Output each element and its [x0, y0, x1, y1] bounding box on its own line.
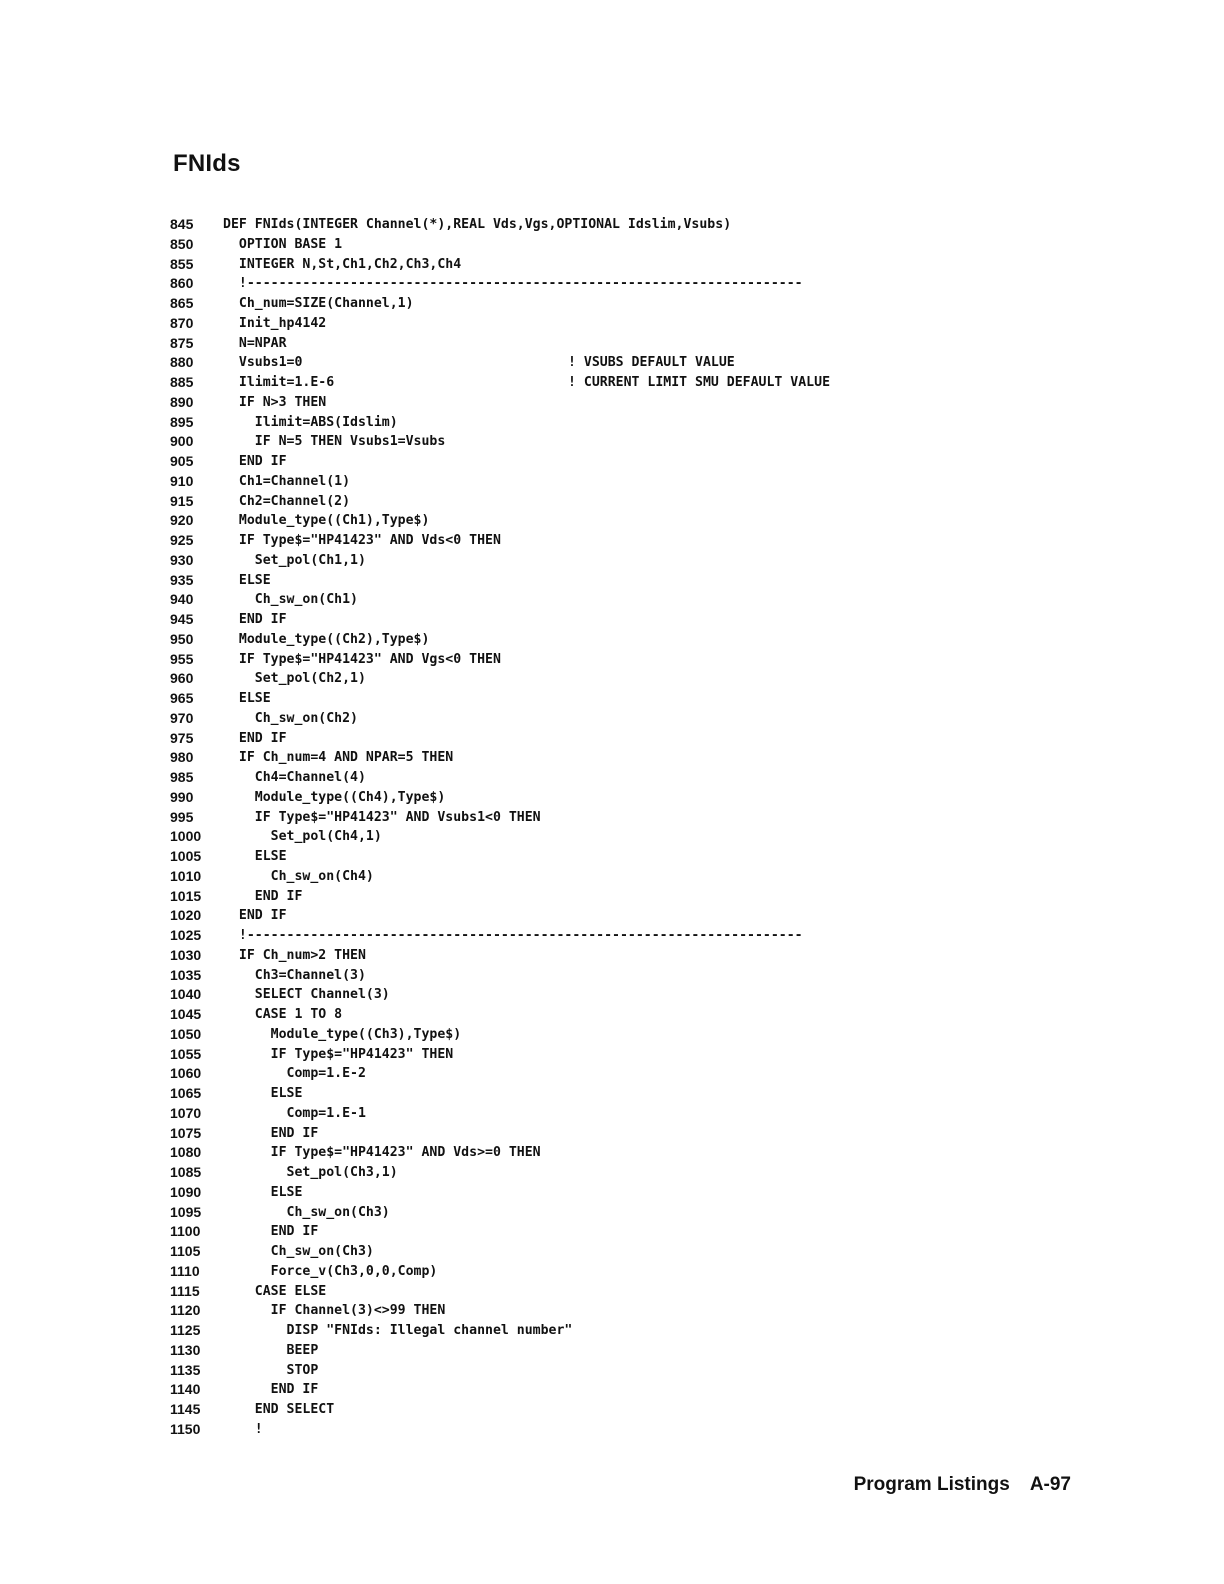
code-line — [170, 985, 870, 1005]
line-number: 970 — [170, 709, 194, 726]
line-number: 1040 — [170, 986, 202, 1003]
line-number: 1010 — [170, 867, 202, 884]
line-number: 1050 — [170, 1025, 202, 1042]
code-line — [170, 1262, 870, 1282]
page-footer — [854, 1474, 1071, 1496]
code-line — [170, 274, 870, 294]
code-line — [170, 373, 870, 393]
code-line — [170, 1005, 870, 1025]
code-line — [170, 314, 870, 334]
line-number: 950 — [170, 630, 194, 647]
code-text: Module_type((Ch4),Type$) — [223, 789, 446, 805]
code-line — [170, 452, 870, 472]
code-line — [170, 334, 870, 354]
code-text: END IF — [223, 454, 287, 469]
code-text: Ch_num=SIZE(Channel,1) — [223, 296, 414, 311]
code-line — [170, 472, 870, 492]
code-text: Comp=1.E-1 — [223, 1105, 366, 1121]
code-line — [170, 906, 870, 926]
line-number: 980 — [170, 749, 194, 766]
line-number: 1110 — [170, 1262, 200, 1279]
line-number: 975 — [170, 729, 194, 746]
code-line — [170, 1045, 870, 1065]
line-number: 1005 — [170, 848, 202, 864]
code-line — [170, 788, 870, 808]
code-text: !---------------------------------------------------------------------- — [223, 276, 803, 292]
line-number: 910 — [170, 472, 194, 489]
code-line — [170, 413, 870, 433]
code-text: Set_pol(Ch1,1) — [223, 552, 366, 568]
code-text: Set_pol(Ch2,1) — [223, 671, 366, 687]
code-text: Ch_sw_on(Ch3) — [223, 1244, 374, 1259]
code-text: IF Channel(3)<>99 THEN — [223, 1303, 446, 1319]
code-line — [170, 1361, 870, 1381]
code-text: END IF — [223, 908, 287, 924]
code-text: END IF — [223, 888, 303, 904]
line-number: 915 — [170, 492, 194, 509]
code-text: IF Type$="HP41423" AND Vgs<0 THEN — [223, 651, 501, 667]
code-line — [170, 1143, 870, 1163]
line-number: 855 — [170, 255, 194, 272]
code-line — [170, 353, 870, 373]
line-number: 940 — [170, 591, 194, 608]
line-number: 1020 — [170, 907, 202, 924]
code-line — [170, 492, 870, 512]
code-text: ELSE — [223, 1086, 303, 1101]
code-line — [170, 827, 870, 847]
code-line — [170, 1025, 870, 1045]
code-text: END IF — [223, 730, 287, 746]
code-line — [170, 669, 870, 689]
code-text: Ch3=Channel(3) — [223, 967, 366, 983]
code-line — [170, 729, 870, 749]
code-text: IF Type$="HP41423" AND Vds<0 THEN — [223, 533, 501, 548]
code-comment: ! CURRENT LIMIT SMU DEFAULT VALUE — [568, 375, 831, 390]
line-number: 1105 — [170, 1243, 201, 1259]
code-line — [170, 551, 870, 571]
code-text: Ch1=Channel(1) — [223, 473, 351, 489]
line-number: 875 — [170, 334, 194, 351]
code-line — [170, 709, 870, 729]
code-text: !---------------------------------------------------------------------- — [223, 928, 803, 943]
line-number: 865 — [170, 295, 194, 311]
code-text: Set_pol(Ch4,1) — [223, 829, 382, 845]
code-line — [170, 1242, 870, 1262]
code-line — [170, 650, 870, 670]
line-number: 1135 — [170, 1361, 201, 1378]
line-number: 1075 — [170, 1124, 202, 1141]
line-number: 965 — [170, 690, 194, 706]
code-text: SELECT Channel(3) — [223, 987, 390, 1003]
line-number: 1120 — [170, 1302, 201, 1319]
code-text: DEF FNIds(INTEGER Channel(*),REAL Vds,Vgs,OPTIONAL Idslim,Vsubs) — [223, 217, 732, 232]
code-text: OPTION BASE 1 — [223, 236, 343, 252]
code-line — [170, 1400, 870, 1420]
code-line — [170, 432, 870, 452]
code-line — [170, 847, 870, 867]
code-text: DISP "FNIds: Illegal channel number" — [223, 1323, 573, 1338]
code-line — [170, 867, 870, 887]
line-number: 1095 — [170, 1203, 202, 1220]
line-number: 985 — [170, 769, 194, 785]
line-number: 1045 — [170, 1006, 202, 1022]
code-line — [170, 235, 870, 255]
line-number: 925 — [170, 532, 194, 548]
code-text: END IF — [223, 612, 287, 627]
line-number: 1055 — [170, 1045, 202, 1062]
code-line — [170, 808, 870, 828]
line-number: 905 — [170, 453, 194, 469]
code-text: ! — [223, 1421, 263, 1437]
code-text: Init_hp4142 — [223, 315, 327, 331]
footer-page-number: A-97 — [1029, 1474, 1071, 1495]
code-text: IF Ch_num>2 THEN — [223, 947, 366, 963]
line-number: 1060 — [170, 1065, 202, 1082]
code-text: ELSE — [223, 572, 271, 588]
code-line — [170, 215, 870, 235]
code-text: IF N=5 THEN Vsubs1=Vsubs — [223, 434, 446, 450]
code-text: END SELECT — [223, 1402, 335, 1417]
code-line — [170, 1203, 870, 1223]
line-number: 1140 — [170, 1381, 201, 1398]
code-line — [170, 1064, 870, 1084]
line-number: 1150 — [170, 1420, 201, 1437]
line-number: 1035 — [170, 966, 202, 983]
program-listing — [170, 215, 870, 1440]
code-text: Force_v(Ch3,0,0,Comp) — [223, 1263, 438, 1279]
code-text: CASE ELSE — [223, 1283, 327, 1299]
code-line — [170, 1084, 870, 1104]
code-line — [170, 1301, 870, 1321]
code-text: STOP — [223, 1362, 319, 1378]
line-number: 880 — [170, 354, 194, 371]
line-number: 1070 — [170, 1104, 202, 1121]
line-number: 860 — [170, 275, 194, 292]
code-line — [170, 748, 870, 768]
code-text: Ch_sw_on(Ch3) — [223, 1204, 390, 1220]
line-number: 1065 — [170, 1085, 202, 1101]
code-text: Comp=1.E-2 — [223, 1066, 366, 1082]
code-text: IF N>3 THEN — [223, 394, 327, 410]
line-number: 935 — [170, 571, 194, 588]
line-number: 1025 — [170, 927, 202, 943]
code-line — [170, 689, 870, 709]
code-text: Set_pol(Ch3,1) — [223, 1165, 398, 1180]
code-text: Ilimit=1.E-6 — [223, 375, 335, 390]
code-text: END IF — [223, 1382, 319, 1398]
code-line — [170, 1282, 870, 1302]
code-text: Ch_sw_on(Ch1) — [223, 592, 358, 608]
line-number: 960 — [170, 670, 194, 687]
line-number: 1030 — [170, 946, 202, 963]
code-line — [170, 1163, 870, 1183]
line-number: 995 — [170, 808, 194, 825]
line-number: 1125 — [170, 1322, 201, 1338]
line-number: 1015 — [170, 887, 202, 904]
line-number: 900 — [170, 433, 194, 450]
code-line — [170, 1341, 870, 1361]
line-number: 1090 — [170, 1183, 202, 1200]
code-text: Ch_sw_on(Ch2) — [223, 710, 358, 726]
code-text: Ch2=Channel(2) — [223, 493, 351, 509]
code-text: ELSE — [223, 1184, 303, 1200]
line-number: 955 — [170, 650, 194, 667]
code-text: IF Type$="HP41423" THEN — [223, 1046, 454, 1062]
code-line — [170, 1380, 870, 1400]
code-text: IF Type$="HP41423" AND Vds>=0 THEN — [223, 1145, 541, 1161]
code-text: ELSE — [223, 849, 287, 864]
line-number: 930 — [170, 551, 194, 568]
code-text: Ch4=Channel(4) — [223, 770, 366, 785]
code-line — [170, 1104, 870, 1124]
code-line — [170, 255, 870, 275]
line-number: 1100 — [170, 1223, 201, 1240]
code-text: IF Ch_num=4 AND NPAR=5 THEN — [223, 750, 454, 766]
line-number: 890 — [170, 393, 194, 410]
code-line — [170, 630, 870, 650]
code-text: INTEGER N,St,Ch1,Ch2,Ch3,Ch4 — [223, 256, 462, 272]
code-line — [170, 1222, 870, 1242]
code-line — [170, 887, 870, 907]
code-line — [170, 1183, 870, 1203]
code-text: ELSE — [223, 691, 271, 706]
line-number: 1085 — [170, 1164, 202, 1180]
line-number: 885 — [170, 374, 194, 390]
code-line — [170, 966, 870, 986]
code-line — [170, 393, 870, 413]
code-line — [170, 294, 870, 314]
code-line — [170, 1420, 870, 1440]
code-text: Vsubs1=0 — [223, 355, 303, 371]
line-number: 1115 — [170, 1282, 200, 1299]
code-text: N=NPAR — [223, 335, 287, 351]
footer-section: Program Listings — [853, 1474, 1010, 1495]
code-text: CASE 1 TO 8 — [223, 1007, 343, 1022]
code-line — [170, 946, 870, 966]
line-number: 1000 — [170, 828, 202, 845]
line-number: 990 — [170, 788, 194, 805]
line-number: 945 — [170, 611, 194, 627]
code-text: Ch_sw_on(Ch4) — [223, 868, 374, 884]
line-number: 850 — [170, 235, 194, 252]
code-text: Module_type((Ch3),Type$) — [223, 1026, 462, 1042]
line-number: 920 — [170, 512, 194, 529]
line-number: 895 — [170, 413, 194, 430]
line-number: 845 — [170, 216, 194, 232]
code-text: END IF — [223, 1224, 319, 1240]
line-number: 1145 — [170, 1401, 201, 1417]
code-text: END IF — [223, 1125, 319, 1141]
page-title: FNIds — [173, 150, 241, 177]
code-line — [170, 926, 870, 946]
code-line — [170, 590, 870, 610]
code-line — [170, 768, 870, 788]
code-text: Ilimit=ABS(Idslim) — [223, 414, 398, 430]
code-line — [170, 531, 870, 551]
line-number: 870 — [170, 314, 194, 331]
line-number: 1130 — [170, 1341, 201, 1358]
code-text: IF Type$="HP41423" AND Vsubs1<0 THEN — [223, 809, 541, 825]
code-line — [170, 610, 870, 630]
code-text: Module_type((Ch2),Type$) — [223, 631, 430, 647]
code-line — [170, 571, 870, 591]
code-line — [170, 511, 870, 531]
code-line — [170, 1124, 870, 1144]
line-number: 1080 — [170, 1144, 202, 1161]
code-comment: ! VSUBS DEFAULT VALUE — [568, 355, 735, 371]
code-text: BEEP — [223, 1342, 319, 1358]
code-text: Module_type((Ch1),Type$) — [223, 513, 430, 529]
code-line — [170, 1321, 870, 1341]
